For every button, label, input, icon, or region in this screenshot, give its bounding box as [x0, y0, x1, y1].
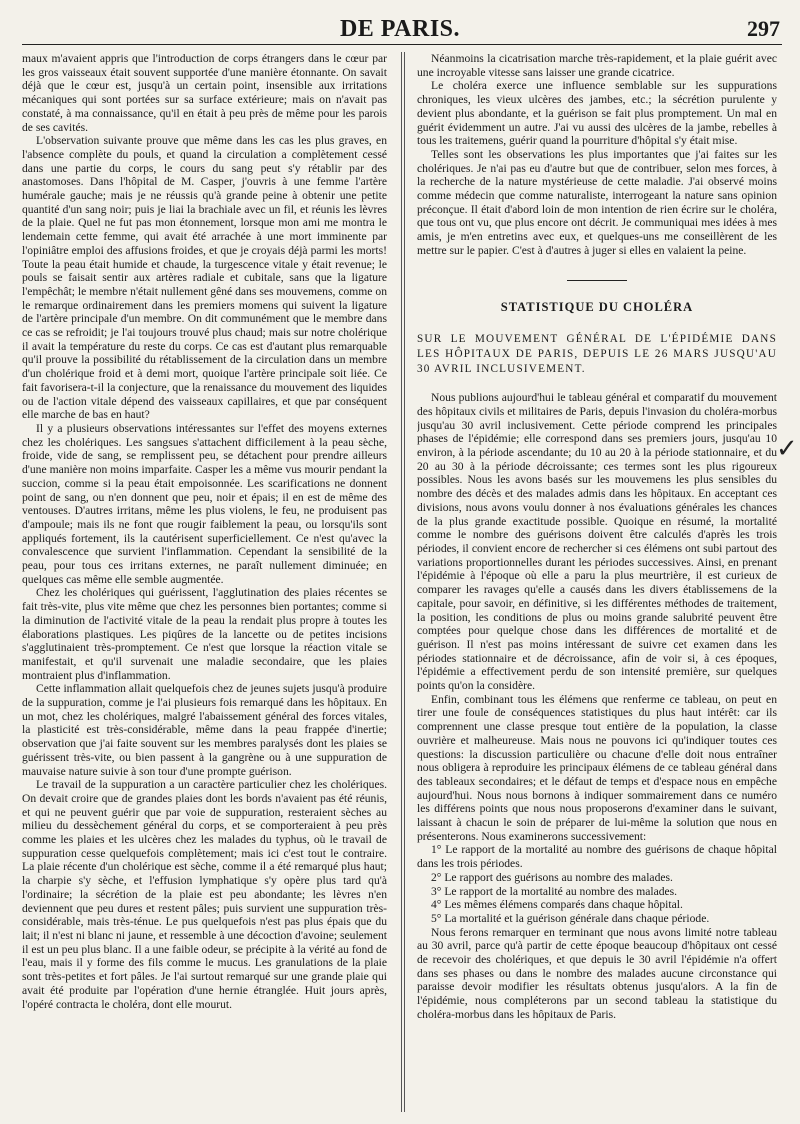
right-column — [417, 52, 777, 1112]
list-item: 1° Le rapport de la mortalité au nombre des guérisons de chaque hôpital dans les trois périodes. — [417, 843, 777, 871]
paragraph: Le travail de la suppuration a un caractère particulier chez les cholériques. On devait croire que de grandes plaies dont les bords n'avaient pas été réunis, et qui ne peuvent guérir que par voie de suppuration, resteraient sèches au milieu du dessèchement général du corps, et se comporteraient à peu près comme les plaies et les ulcères chez les malades du typhus, où le travail de suppuration cesse quelquefois complètement; mais ici c'est tout le contraire. La plaie récente d'un cholérique est sèche, comme il a été remarqué plus haut; la charpie s'y sèche, et l'effusion lymphatique s'y opère plus tard qu'à l'ordinaire; la sécrétion de la plaie est peu abondante; les lèvres n'en deviennent que peu dures et restent pâles; puis survient une suppuration très-considérable, mais très-ténue. Le pus quelquefois n'est pas plus épais que du lait; il n'est ni blanc ni jaune, et ressemble à une décoction d'avoine; seulement il est un peu plus blanc. Il a une faible odeur, se précipite à la vérité au fond de l'eau, mais il y forme des fils comme le mucus. Les granulations de la plaie sont très-petites et fort pâles. Je l'ai surtout remarqué sur une grande plaie qui avait été produite par l'opération d'une hernie étranglée. Huit jours après, l'opéré contracta le choléra, dont elle mourut. — [22, 778, 387, 1011]
left-column — [22, 52, 387, 1112]
list-item: 5° La mortalité et la guérison générale dans chaque période. — [431, 911, 710, 925]
list-item: 2° Le rapport des guérisons au nombre des malades. — [431, 870, 673, 884]
list-item: 4° Les mêmes élémens comparés dans chaque hôpital. — [431, 898, 683, 912]
checkmark-icon: ✓ — [776, 434, 798, 464]
paragraph: Néanmoins la cicatrisation marche très-rapidement, et la plaie guérit avec une incroyable vitesse sans laisser une grande cicatrice. — [417, 52, 777, 79]
page-number: 297 — [747, 16, 780, 41]
column-divider — [401, 52, 402, 1112]
section-separator — [567, 280, 627, 281]
paragraph: Chez les cholériques qui guérissent, l'agglutination des plaies récentes se fait très-vite, plus vite même que chez les personnes bien portantes; comme si la diminution de l'activité vitale de la peau la rendait plus propre à toutes les élaborations plastiques. Les piqûres de la lancette ou de petites incisions s'agglutinaient très-promptement. Ce n'est que lorsque la réaction vitale se manifestait, et qu'il survenait une maladie secondaire, que les plaies montraient plus d'inflammation. — [22, 586, 387, 682]
closing-paragraph: Nous ferons remarquer en terminant que nous avons limité notre tableau au 30 avril, parce qu'à partir de cette époque beaucoup d'hôpitaux ont cessé de recevoir des cholériques, et que depuis le 30 avril l'épidémie n'a offert dans ses phases ou dans le nombre des malades aucune circonstance qui paraisse devoir modifier les résultats obtenus jusqu'alors. A la fin de l'épidémie, nous compléterons par un second tableau la statistique du choléra-morbus dans les hôpitaux de Paris. — [417, 925, 777, 1021]
header-rule — [22, 44, 782, 45]
paragraph: Le choléra exerce une influence semblable sur les suppurations chroniques, les vieux ulcères des jambes, etc.; la sécrétion purulente y devient plus abondante, et la guérison se fait plus promptement. Un mal en guérit évidemment un autre. J'ai vu aussi des ulcères de la jambe, rebelles à tous les traitemens, guérir quand la pourriture d'hôpital s'y était mise. — [417, 79, 777, 148]
paragraph: Cette inflammation allait quelquefois chez de jeunes sujets jusqu'à produire de la suppuration, comme je l'ai plusieurs fois remarqué dans les hôpitaux. En un mot, chez les cholériques, malgré l'abaissement général des forces vitales, la plasticité est très-considérable, même dans la peau frappée d'inertie; observation que j'ai faite souvent sur les membres paralysés dont les plaies se guérissent très-vite, ou bien passent à la gangrène ou à une suppuration de mauvaise nature suivie à son tour d'une prompte guérison. — [22, 682, 387, 778]
paragraph: Il y a plusieurs observations intéressantes sur l'effet des moyens externes chez les cholériques. Les sangsues s'attachent difficilement à la peau sèche, froide, vide de sang, se remplissent peu, se détachent pour prendre ailleurs d'une manière non moins imparfaite. Casper les a même vus mourir pendant la succion, comme si la peau était empoisonnée. Les scarifications ne donnent point de sang, ou n'en donnent que peu, noir et épais; il en est de même des ventouses. D'autres irritans, même les plus violens, le feu, ne produisent pas d'ampoule; mais ils ne font que rougir faiblement la peau, ou lorsqu'ils sont appliqués fortement, ils la cautérisent superficiellement. Ce n'est qu'avec la convalescence que survient l'inflammation. Cependant la sensibilité de la peau, pour tous ces irritans externes, ne paraît nullement diminuée; en quelques cas même elle semble augmentée. — [22, 421, 387, 586]
paragraph: L'observation suivante prouve que même dans les cas les plus graves, en l'absence complète du pouls, et quand la circulation a complètement cessé dans une partie du corps, le cours du sang peut s'y rétablir par des anastomoses. Dans l'hôpital de M. Casper, j'ouvris à une femme l'artère humérale gauche; mais je ne réussis qu'à grande peine à obtenir une petite quantité d'un sang noir; puis je liai la brachiale avec un fil, et réunis les lèvres de la plaie. Quel ne fut pas mon étonnement, lorsque mon ami me montra le lendemain cette femme, qui avait été arrachée à une mort imminente par l'opiniâtre emploi des affusions froides, et que je croyais déjà parmi les morts! Toute la peau était humide et chaude, la turgescence vitale y était revenue; le pouls se faisait sentir aux artères radiale et cubitale, sans que la ligature l'empêchât; le membre n'était nullement gêné dans ses mouvemens, comme on le remarque ordinairement dans les premiers momens qui suivent la ligature de l'artère principale d'un membre. On dit communément que le membre dans ce cas se refroidit; je l'ai toujours trouvé plus chaud; mais sur notre cholérique il avait la température du reste du corps. Ce cas est d'autant plus remarquable qu'il prouve la possibilité du rétablissement de la circulation dans un membre d'un cholérique froid et à demi mort, quoique l'artère principale soit liée. Ce fait favorisera-t-il la conjecture, que la renaissance du mouvement des liquides ou de l'action vitale dépend des vaisseaux capillaires, et que par conséquent elle marche de bas en haut? — [22, 134, 387, 422]
paragraph: Enfin, combinant tous les élémens que renferme ce tableau, on peut en tirer une foule de conséquences statistiques du plus haut intérêt: car ils comprennent une classe presque tout entière de la population, la classe ouvrière et malheureuse. Mais nous ne pouvons ici qu'indiquer toutes ces questions: la discussion particulière ou chacune d'elle doit nous entraîner nous obligera à reproduire les principaux élémens de ce tableau général dans des tableaux secondaires; et le défaut de temps et d'espace nous en empêche aujourd'hui. Nous nous bornons à indiquer sommairement dans ce numéro les différens points que nous nous proposerons d'examiner dans le suivant, laissant à chacun le soin de préparer de lui-même la solution que nous en présenterons. Nous examinerons successivement: — [417, 692, 777, 843]
paragraph: Telles sont les observations les plus importantes que j'ai faites sur les cholériques. Je n'ai pas eu d'autre but que de contribuer, selon mes forces, à la recherche de la nature mystérieuse de cette maladie. J'ai observé moins comme médecin que comme naturaliste, interrogeant la nature sans opinion préconçue. Il était d'abord loin de mon intention de rien écrire sur le choléra, que tous ont vu, que plus encore ont décrit. Je communiquai mes idées à mes amis, je m'en entretins avec eux, et quelques-uns me conseillèrent de les mettre sur le papier. C'est à d'autres à juger si elles en valaient la peine. — [417, 147, 777, 257]
list-item: 3° Le rapport de la mortalité au nombre des malades. — [431, 884, 678, 898]
paragraph: Nous publions aujourd'hui le tableau général et comparatif du mouvement des hôpitaux civils et militaires de Paris, depuis l'invasion du choléra-morbus jusqu'au 30 avril inclusivement. Cette période comprend les principales phases de l'épidémie; elle correspond dans ses premiers jours, jusqu'au 10 environ, à la période ascendante; du 10 au 20 à la période stationnaire, et du 20 au 30 à la période décroissante; ces termes sont les plus rigoureux possibles. Nous les avons basés sur les mouvemens les plus sensibles du nombre des décès et des malades admis dans les hôpitaux. En acceptant ces divisions, nous avons voulu donner à nos évaluations générales les chances de la plus grande exactitude possible. Quoique en résumé, la mortalité comme le nombre des guérisons doivent être calculés d'après les trois périodes, il convient encore de rechercher si ces élémens ont subi partout des variations proportionnelles durant les périodes successives. Ainsi, en prenant l'épidémie à l'époque où elle a paru la plus meurtrière, il est curieux de comparer les ravages qu'elle a causés dans les divers établissemens de la capitale, pour savoir, en définitive, si les différentes méthodes de traitement, la position, les conditions de plus ou moins grande salubrité peuvent être comptées pour quelque chose dans les différences de mortalité et de guérison. Il n'est pas moins intéressant de suivre cet examen dans les périodes stationnaire et de décroissance, afin de voir si, à ces époques, l'épidémie a effectivement perdu de son intensité première, sur quelques points qu'on la considère. — [417, 391, 777, 693]
section-title: STATISTIQUE DU CHOLÉRA — [500, 299, 694, 314]
running-title: DE PARIS. — [339, 16, 461, 42]
paragraph: maux m'avaient appris que l'introduction de corps étrangers dans le cœur par les gros vaisseaux était souvent supportée d'une manière étonnante. On savait déjà que le cœur est, jusqu'à un certain point, insensible aux irritations mécaniques qui sont portées sur sa surface extérieure; mais on n'avait pas constaté, à ma connaissance, qu'il en était à peu près de même pour les parois de ses cavités. — [22, 52, 387, 134]
section-subtitle: SUR LE MOUVEMENT GÉNÉRAL DE L'ÉPIDÉMIE DANS LES HÔPITAUX DE PARIS, DEPUIS LE 26 MARS JUSQU'AU 30 AVRIL INCLUSIVEMENT. — [417, 333, 777, 376]
page-header — [0, 10, 800, 48]
